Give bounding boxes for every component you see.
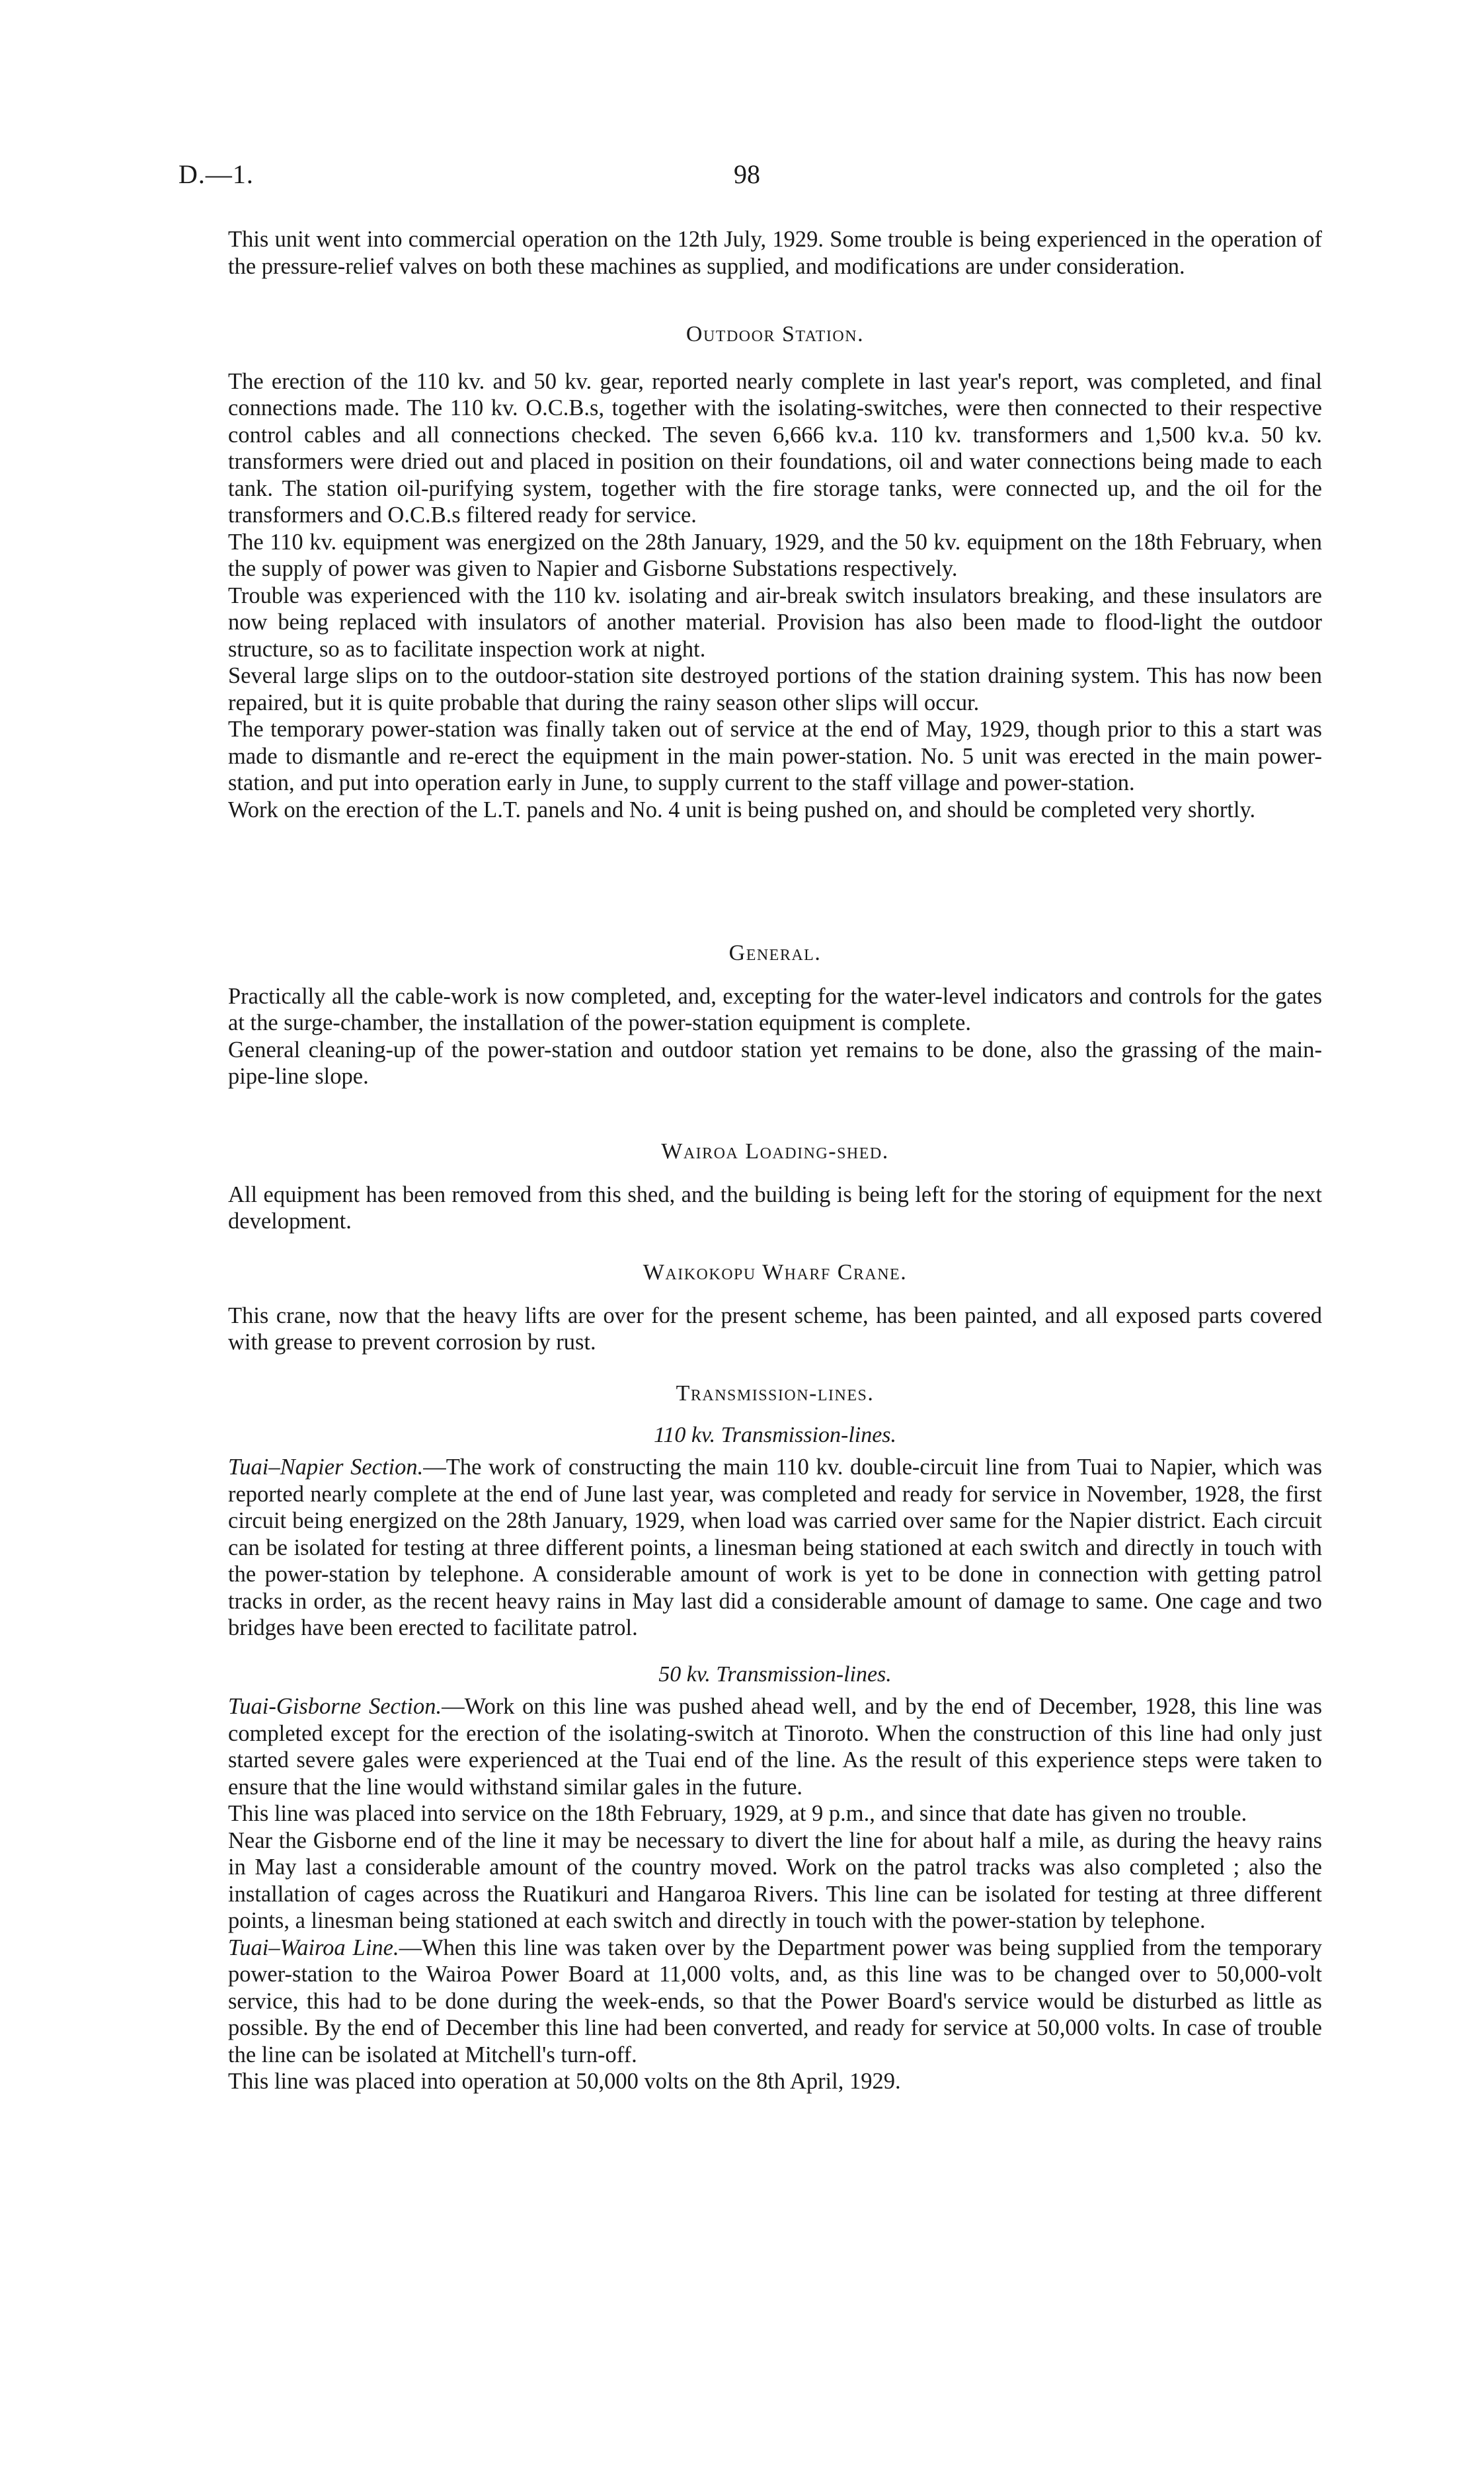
intro-text: This unit went into commercial operation on the 12th July, 1929. Some trouble is being experienced in the operation of the pressure-relief valves on both these machines as supplied, and modifications are under consideration.	[228, 227, 1322, 279]
tuai-wairoa-text: —When this line was taken over by the Department power was being supplied from the temporary power-station to the Wairoa Power Board at 11,000 volts, and, as this line was to be changed over to 50,000-volt service, this had to be done during the week-ends, so that the Power Board's service would be disturbed as little as possible. By the end of December this line had been converted, and ready for service at 50,000 volts. In case of trouble the line can be isolated at Mitchell's turn-off.	[228, 1935, 1322, 2067]
waikokopu-section	[228, 1259, 1322, 1356]
transmission-50-subheading: 50 kv. Transmission-lines.	[658, 1661, 892, 1687]
transmission-heading: Transmission-lines.	[676, 1381, 875, 1406]
final-paragraph: This line was placed into operation at 50,000 volts on the 8th April, 1929.	[228, 2069, 901, 2094]
outdoor-para-1: The erection of the 110 kv. and 50 kv. gear, reported nearly complete in last year's report, was completed, and final connections made. The 110 kv. O.C.B.s, together with the isolating-switches, were then connected to their respective control cables and all connections checked. The seven 6,666 kv.a. 110 kv. transformers and 1,500 kv.a. 50 kv. transformers were dried out and placed in position on their foundations, oil and water connections being made to each tank. The station oil-purifying system, together with the fire storage tanks, were connected up, and the oil for the transformers and O.C.B.s filtered ready for service.	[228, 368, 1322, 528]
general-para-2: General cleaning-up of the power-station and outdoor station yet remains to be done, also the grassing of the main-pipe-line slope.	[228, 1037, 1322, 1089]
general-para-1: Practically all the cable-work is now completed, and, excepting for the water-level indicators and controls for the gates at the surge-chamber, the installation of the power-station equipment is complete.	[228, 983, 1322, 1035]
outdoor-station-section	[228, 321, 1322, 823]
outdoor-para-6: Work on the erection of the L.T. panels and No. 4 unit is being pushed on, and should be completed very shortly.	[228, 797, 1256, 822]
wairoa-para-1: All equipment has been removed from this shed, and the building is being left for the storing of equipment for the next development.	[228, 1181, 1322, 1234]
gisborne-end-paragraph: Near the Gisborne end of the line it may be necessary to divert the line for about half a mile, as during the heavy rains in May last a considerable amount of the country moved. Work on the patrol tracks was also completed ; also the installation of cages across the Ruatikuri and Hangaroa Rivers. This line can be isolated for testing at three different points, a linesman being stationed at each switch and directly in touch with the power-station by telephone.	[228, 1827, 1322, 1933]
transmission-section	[228, 1380, 1322, 2095]
outdoor-para-3: Trouble was experienced with the 110 kv. isolating and air-break switch insulators breaking, and these insulators are now being replaced with insulators of another material. Provision has also been made to flood-light the outdoor structure, so as to facilitate inspection work at night.	[228, 582, 1322, 662]
tuai-wairoa-lead: Tuai–Wairoa Line.	[228, 1935, 399, 1960]
intro-section	[228, 226, 1322, 280]
tuai-gisborne-text: —Work on this line was pushed ahead well, and by the end of December, 1928, this line was completed except for the erection of the isolating-switch at Tinoroto. When the construction of this line had only just started severe gales were experienced at the Tuai end of the line. As the result of this experience steps were taken to ensure that the line would withstand similar gales in the future.	[228, 1694, 1322, 1800]
general-section	[228, 940, 1322, 1090]
outdoor-para-5: The temporary power-station was finally taken out of service at the end of May, 1929, though prior to this a start was made to dismantle and re-erect the equipment in the main power-station. No. 5 unit was erected in the main power-station, and put into operation early in June, to supply current to the staff village and power-station.	[228, 717, 1322, 795]
wairoa-section	[228, 1138, 1322, 1235]
tuai-napier-text: —The work of constructing the main 110 kv. double-circuit line from Tuai to Napier, which was reported nearly complete at the end of June last year, was completed and ready for service in November, 1928, the first circuit being energized on the 28th January, 1929, when load was carried over same for the Napier district. Each circuit can be isolated for testing at three different points, a linesman being stationed at each switch and directly in touch with the power-station by telephone. A considerable amount of work is yet to be done in connection with getting patrol tracks in order, as the recent heavy rains in May last did a considerable amount of damage to same. One cage and two bridges have been erected to facilitate patrol.	[228, 1455, 1322, 1640]
waikokopu-para-1: This crane, now that the heavy lifts are over for the present scheme, has been painted, and all exposed parts covered with grease to prevent corrosion by rust.	[228, 1302, 1322, 1355]
general-heading: General.	[728, 941, 822, 965]
outdoor-para-2: The 110 kv. equipment was energized on the 28th January, 1929, and the 50 kv. equipment on the 18th February, when the supply of power was given to Napier and Gisborne Substations respectively.	[228, 529, 1322, 581]
tuai-wairoa-paragraph	[228, 1935, 1322, 2069]
document-reference: D.—1.	[178, 159, 254, 189]
page-number: 98	[734, 159, 760, 189]
tuai-napier-lead: Tuai–Napier Section.	[228, 1455, 424, 1480]
wairoa-heading: Wairoa Loading-shed.	[661, 1139, 889, 1164]
outdoor-station-heading: Outdoor Station.	[685, 322, 865, 346]
tuai-gisborne-lead: Tuai-Gisborne Section.	[228, 1694, 442, 1719]
tuai-gisborne-paragraph	[228, 1693, 1322, 1800]
transmission-110-subheading: 110 kv. Transmission-lines.	[653, 1422, 897, 1447]
intro-paragraph	[228, 226, 1322, 280]
service-paragraph: This line was placed into service on the 18th February, 1929, at 9 p.m., and since that date has given no trouble.	[228, 1801, 1247, 1826]
waikokopu-heading: Waikokopu Wharf Crane.	[643, 1260, 908, 1285]
tuai-napier-paragraph	[228, 1454, 1322, 1642]
outdoor-para-4: Several large slips on to the outdoor-station site destroyed portions of the station draining system. This has now been repaired, but it is quite probable that during the rainy season other slips will occur.	[228, 663, 1322, 715]
